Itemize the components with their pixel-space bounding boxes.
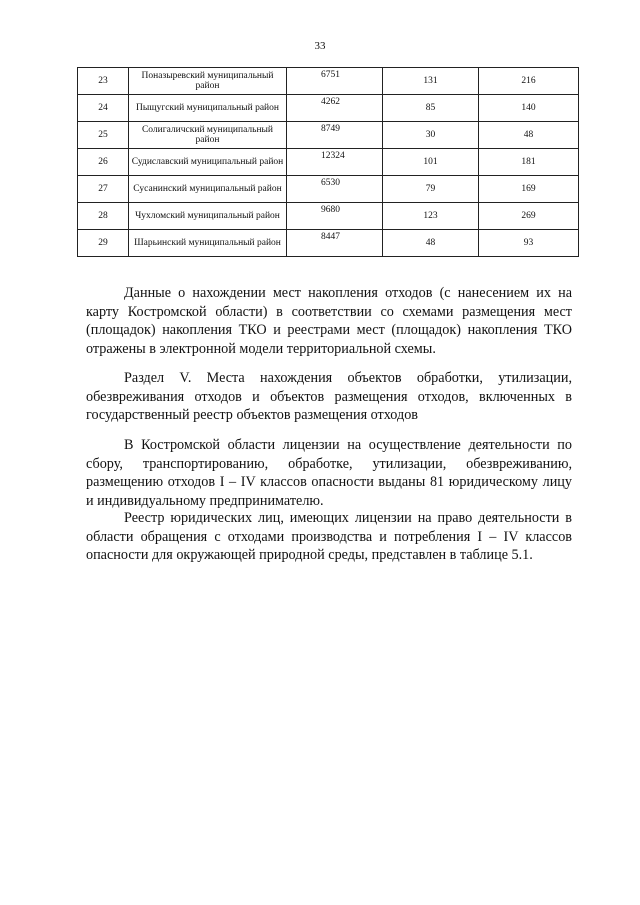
value-cell-1: 6530 [287,176,383,203]
value-cell-1: 8749 [287,122,383,149]
district-name: Чухломский муниципальный район [129,203,287,230]
value-cell-2: 30 [383,122,479,149]
table-row [78,230,579,257]
value-cell-2: 131 [383,68,479,95]
value-cell-1: 12324 [287,149,383,176]
table-row [78,95,579,122]
value-cell-3: 48 [479,122,579,149]
table-row [78,68,579,95]
value-cell-1: 4262 [287,95,383,122]
value-cell-2: 101 [383,149,479,176]
value-cell-3: 169 [479,176,579,203]
district-name: Шарьинский муниципальный район [129,230,287,257]
value-cell-2: 85 [383,95,479,122]
district-name: Поназыревский муниципальный район [129,68,287,95]
value-cell-3: 93 [479,230,579,257]
section-v-heading: Раздел V. Места нахождения объектов обработки, утилизации, обезвреживания отходов и объектов размещения отходов, включенных в государственный реестр объектов размещения отходов [86,370,572,423]
value-cell-1: 8447 [287,230,383,257]
district-name: Солигаличский муниципальный район [129,122,287,149]
table-row [78,149,579,176]
paragraph-registry: Реестр юридических лиц, имеющих лицензии на право деятельности в области обращения с отходами производства и потребления I – IV классов опасности для окружающей природной среды, представлен в таблице 5.1. [86,510,572,563]
row-number: 25 [78,122,129,149]
paragraph-waste-sites: Данные о нахождении мест накопления отходов (с нанесением их на карту Костромской области) в соответствии со схемами размещения мест (площадок) накопления ТКО и реестрами мест (площадок) накопления ТКО отражены в электронной модели территориальной схемы. [86,285,572,357]
row-number: 28 [78,203,129,230]
value-cell-3: 140 [479,95,579,122]
value-cell-1: 6751 [287,68,383,95]
value-cell-3: 216 [479,68,579,95]
value-cell-1: 9680 [287,203,383,230]
district-name: Сусанинский муниципальный район [129,176,287,203]
page-number: 33 [314,40,326,52]
districts-table [77,67,579,257]
table-row [78,122,579,149]
value-cell-3: 269 [479,203,579,230]
row-number: 26 [78,149,129,176]
row-number: 29 [78,230,129,257]
paragraph-licenses: В Костромской области лицензии на осуществление деятельности по сбору, транспортированию, обработке, утилизации, обезвреживанию, размещению отходов I – IV классов опасности выданы 81 юридическому лицу и индивидуальному предпринимателю. [86,437,572,509]
row-number: 23 [78,68,129,95]
table-row [78,203,579,230]
table-row [78,176,579,203]
district-name: Судиславский муниципальный район [129,149,287,176]
district-name: Пыщугский муниципальный район [129,95,287,122]
value-cell-2: 48 [383,230,479,257]
value-cell-2: 123 [383,203,479,230]
value-cell-2: 79 [383,176,479,203]
row-number: 24 [78,95,129,122]
row-number: 27 [78,176,129,203]
value-cell-3: 181 [479,149,579,176]
